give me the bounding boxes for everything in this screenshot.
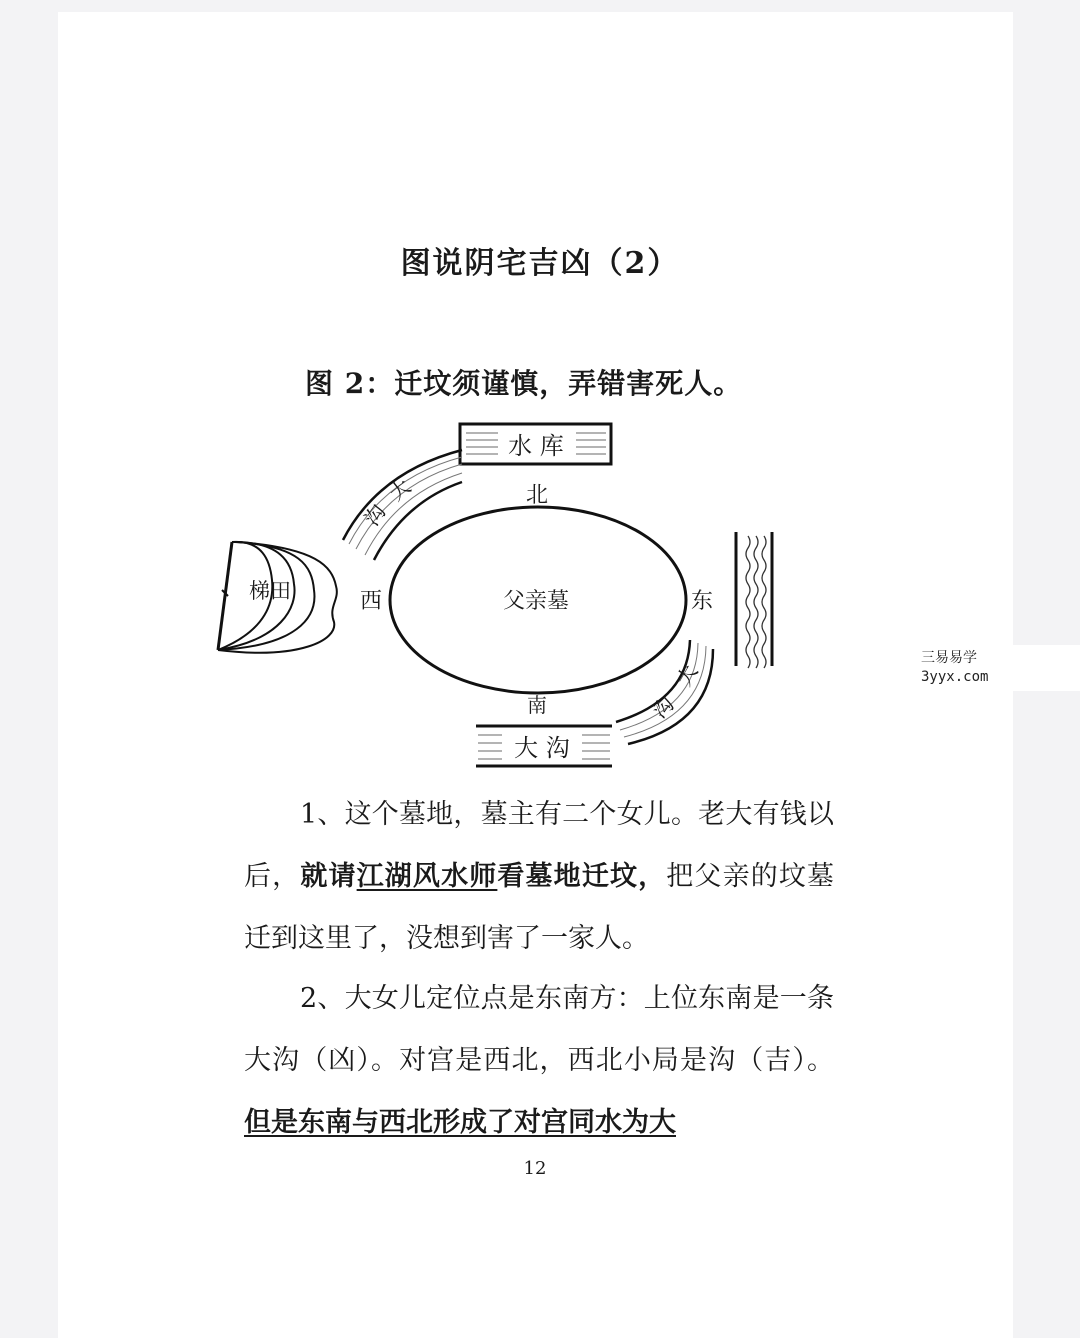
p1-text-4: 看墓地迁坟， xyxy=(497,861,667,892)
direction-south: 南 xyxy=(527,693,547,717)
paragraph-2 xyxy=(244,968,834,1154)
ditch-se-char-1: 大 xyxy=(671,660,703,691)
p1-text-2: 就请 xyxy=(300,861,357,892)
father-grave xyxy=(390,507,686,693)
ditch-nw-char-2: 沟 xyxy=(359,499,391,531)
p2-text-2: 但是东南与西北形成了对宫同水为大 xyxy=(244,1107,676,1138)
p1-text-1: 1、这个墓地，墓主有二个女儿。老大有钱以后， xyxy=(244,799,834,892)
ditch-northwest xyxy=(343,450,462,560)
reservoir xyxy=(460,424,611,464)
south-ditch xyxy=(476,726,612,766)
watermark-line-1: 三易易学 xyxy=(921,650,977,666)
direction-west: 西 xyxy=(359,589,383,614)
p2-text-1: 2、大女儿定位点是东南方：上位东南是一条大沟（凶）。对宫是西北，西北小局是沟（吉）。 xyxy=(244,983,834,1076)
grave-label: 父亲墓 xyxy=(502,589,570,614)
watermark-line-2: 3yyx.com xyxy=(921,669,989,685)
direction-north: 北 xyxy=(525,483,549,508)
paragraph-1 xyxy=(244,784,834,970)
p1-text-3: 江湖风水师 xyxy=(356,861,498,892)
figure-caption: 图 2：迁坟须谨慎，弄错害死人。 xyxy=(305,367,743,400)
ditch-southeast xyxy=(616,640,713,744)
ditch-se-char-2: 沟 xyxy=(647,691,679,723)
page-number: 12 xyxy=(523,1158,547,1179)
reservoir-label: 水 库 xyxy=(508,432,564,460)
p1-text-5: 把父亲的坟墓迁到这里了，没想到害了一家人。 xyxy=(244,861,835,954)
watermark xyxy=(905,645,1080,691)
ditch-nw-char-1: 大 xyxy=(384,474,416,506)
terraced-fields-label: 梯田 xyxy=(249,579,291,603)
east-water xyxy=(736,532,772,668)
direction-east: 东 xyxy=(690,589,714,614)
south-ditch-label: 大 沟 xyxy=(514,734,570,762)
page-title: 图说阴宅吉凶（2） xyxy=(400,246,680,281)
